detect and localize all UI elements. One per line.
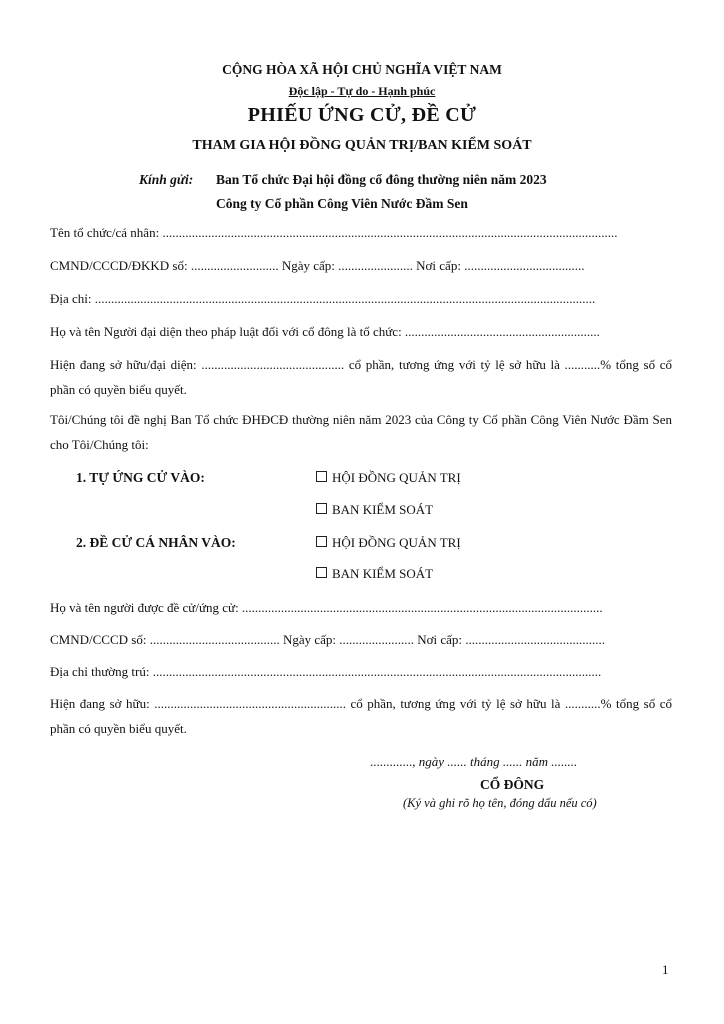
checkbox[interactable] [316, 471, 327, 482]
signature-title: CỔ ĐÔNG [480, 777, 545, 792]
option-label: HỘI ĐỒNG QUẢN TRỊ [332, 470, 461, 485]
form-subtitle: THAM GIA HỘI ĐỒNG QUẢN TRỊ/BAN KIỂM SOÁT [192, 138, 532, 153]
checkbox[interactable] [316, 536, 327, 547]
checkbox[interactable] [316, 567, 327, 578]
nominee-address-field: Địa chỉ thường trú: .......................................................................................................................................... [50, 664, 602, 679]
legal-rep-field: Họ và tên Người đại diện theo pháp luật đối với cổ đông là tổ chức: ............................................................ [50, 324, 600, 339]
page-number: 1 [662, 962, 669, 977]
self-nomination-label: 1. TỰ ỨNG CỬ VÀO: [76, 470, 205, 485]
nominee-name-field: Họ và tên người được đề cử/ứng cử: ............................................................................................................... [50, 600, 603, 615]
nominee-holding-field: Hiện đang sở hữu: ........................................................... cổ phần, tương ứng với tỷ lệ sở hữu là ...........% tổng số cổ phần có quyền biểu quyết. [50, 696, 672, 736]
nominee-id-field: CMND/CCCD số: ........................................ Ngày cấp: ....................... Nơi cấp: ........................................... [50, 632, 606, 647]
national-motto [0, 84, 724, 99]
addressee-label: Kính gửi: [139, 172, 194, 187]
id-field: CMND/CCCD/ĐKKD số: ........................... Ngày cấp: ....................... Nơi cấp: ..................................... [50, 258, 585, 273]
option-label: HỘI ĐỒNG QUẢN TRỊ [332, 535, 461, 550]
request-paragraph: Tôi/Chúng tôi đề nghị Ban Tổ chức ĐHĐCĐ thường niên năm 2023 của Công ty Cổ phần Công Viên Nước Đầm Sen cho Tôi/Chúng tôi: [50, 412, 672, 452]
signature-note: (Ký và ghi rõ họ tên, đóng dấu nếu có) [403, 796, 597, 810]
addressee-line-2: Công ty Cổ phần Công Viên Nước Đầm Sen [216, 196, 468, 211]
nominate-person-label: 2. ĐỀ CỬ CÁ NHÂN VÀO: [76, 535, 236, 550]
org-name-field: Tên tổ chức/cá nhân: ............................................................................................................................................ [50, 225, 618, 240]
form-title: PHIẾU ỨNG CỬ, ĐỀ CỬ [247, 104, 477, 126]
motto-text: Độc lập - Tự do - Hạnh phúc [288, 84, 436, 98]
option-label: BAN KIỂM SOÁT [332, 502, 434, 517]
date-line [370, 754, 577, 770]
nominee-board-option[interactable] [316, 535, 461, 551]
self-board-option[interactable] [316, 470, 461, 486]
address-field: Địa chỉ: .......................................................................................................................................................... [50, 291, 596, 306]
option-label: BAN KIỂM SOÁT [332, 566, 434, 581]
date-text: ngày ...... tháng ...... năm ........ [418, 754, 578, 769]
checkbox[interactable] [316, 503, 327, 514]
addressee-line-1: Ban Tổ chức Đại hội đồng cổ đông thường niên năm 2023 [216, 172, 547, 187]
nominee-supervisory-option[interactable] [316, 566, 433, 582]
date-prefix: ............., [370, 754, 416, 769]
holding-field: Hiện đang sở hữu/đại diện: ............................................ cổ phần, tương ứng với tỷ lệ sở hữu là ...........% tổng số cổ phần có quyền biểu quyết. [50, 357, 672, 397]
national-header: CỘNG HÒA XÃ HỘI CHỦ NGHĨA VIỆT NAM [222, 62, 502, 77]
self-supervisory-option[interactable] [316, 502, 433, 518]
